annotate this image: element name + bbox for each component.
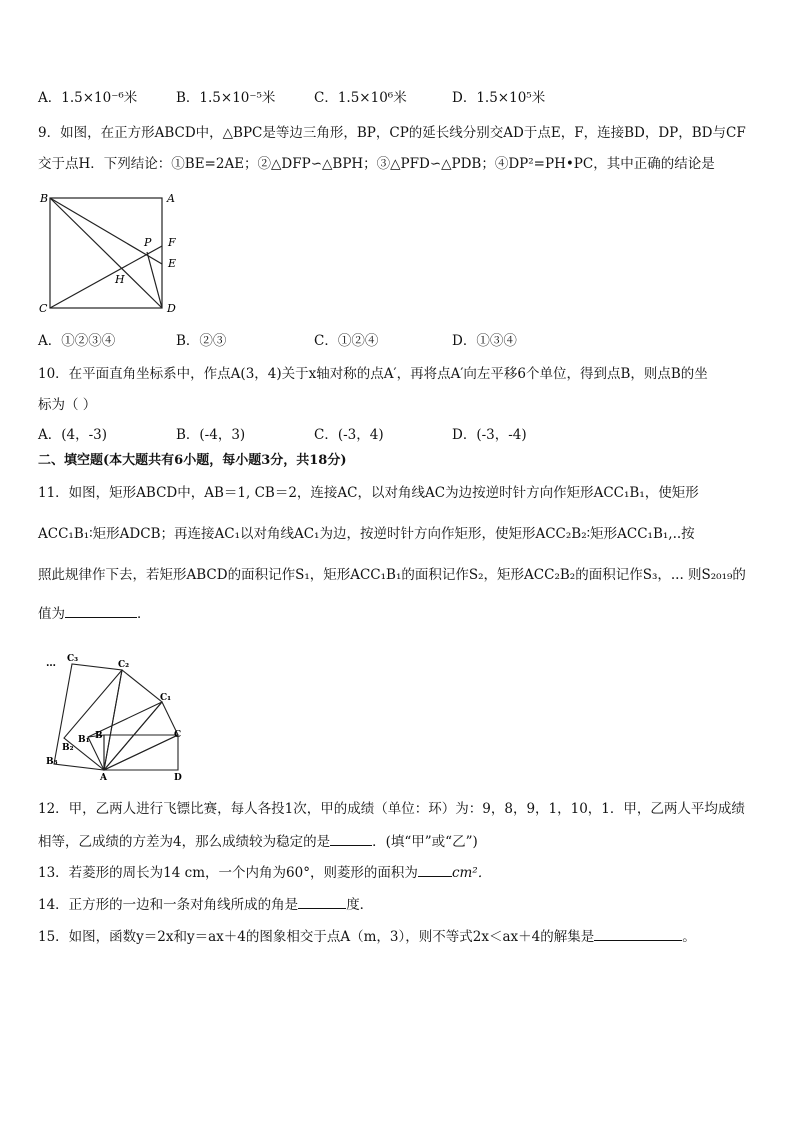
q12-text-part-a: 相等，乙成绩的方差为4，那么成绩较为稳定的是 — [38, 834, 331, 850]
q9-label-f: F — [168, 236, 176, 249]
q12-text-part-b: ．(填“甲”或“乙”) — [372, 834, 478, 850]
q11-label-b2: B₂ — [62, 743, 74, 753]
q13-text-part-a: 13．若菱形的周长为14 cm，一个内角为60°，则菱形的面积为 — [38, 865, 418, 881]
q11-label-dots: … — [46, 658, 56, 669]
q9-option-c: C．①②④ — [314, 333, 379, 349]
q9-figure-square — [34, 188, 194, 318]
q11-label-c2: C₂ — [118, 660, 130, 670]
q9-label-e: E — [168, 257, 177, 270]
q11-label-c3: C₃ — [67, 654, 79, 664]
q9-label-h: H — [115, 273, 125, 286]
q15-text — [38, 926, 696, 946]
q15-text-part-a: 15．如图，函数y＝2x和y＝ax＋4的图象相交于点A（m，3），则不等式2x＜ax＋4的解集是 — [38, 929, 595, 945]
q14-text — [38, 894, 373, 914]
q8-option-b: B．1.5×10⁻⁵米 — [176, 90, 276, 106]
q12-text-line1: 12．甲，乙两人进行飞镖比赛，每人各投1次，甲的成绩（单位：环）为：9，8，9，1，10，1．甲，乙两人平均成绩 — [38, 801, 745, 817]
q14-answer-blank[interactable] — [298, 894, 346, 909]
q9-label-p: P — [144, 236, 152, 249]
q10-option-d: D．(-3，-4) — [452, 427, 527, 443]
q11-answer-blank[interactable] — [65, 603, 137, 618]
q14-text-part-b: 度． — [346, 897, 374, 913]
q11-label-a: A — [100, 773, 107, 782]
q15-text-part-b: 。 — [682, 929, 696, 945]
q13-text-part-b: cm²． — [451, 865, 492, 881]
q9-label-b: B — [40, 192, 49, 205]
q8-option-d: D．1.5×10⁵米 — [452, 90, 546, 106]
q9-label-d: D — [167, 302, 176, 315]
q9-option-b: B．②③ — [176, 333, 227, 349]
q8-option-c: C．1.5×10⁶米 — [314, 90, 407, 106]
q9-label-a: A — [167, 192, 175, 205]
q9-label-c: C — [39, 302, 48, 315]
q11-text-line3: 照此规律作下去，若矩形ABCD的面积记作S₁，矩形ACC₁B₁的面积记作S₂，矩形ACC₂B₂的面积记作S₃，... 则S₂₀₁₉的 — [38, 567, 746, 583]
q12-text-line2 — [38, 831, 478, 851]
q10-text-line1: 10．在平面直角坐标系中，作点A(3，4)关于x轴对称的点A′，再将点A′向左平移6个单位，得到点B，则点B的坐 — [38, 366, 708, 382]
q11-label-b3: B₃ — [46, 757, 58, 767]
q9-text-line1: 9．如图，在正方形ABCD中，△BPC是等边三角形，BP，CP的延长线分别交AD于点E，F，连接BD，DP，BD与CF — [38, 125, 746, 141]
q11-label-b1: B₁ — [78, 735, 90, 745]
q11-figure-rectangles — [40, 650, 200, 782]
q11-suffix: ． — [137, 606, 151, 622]
q13-text — [38, 862, 491, 882]
q15-answer-blank[interactable] — [594, 926, 682, 941]
q11-label-d: D — [174, 773, 182, 782]
q11-text-line1: 11．如图，矩形ABCD中，AB＝1, CB＝2，连接AC，以对角线AC为边按逆时针方向作矩形ACC₁B₁，使矩形 — [38, 485, 699, 501]
q13-answer-blank[interactable] — [418, 862, 452, 877]
q11-prefix: 值为 — [38, 606, 65, 622]
q14-text-part-a: 14．正方形的一边和一条对角线所成的角是 — [38, 897, 299, 913]
q10-option-a: A．(4，-3) — [38, 427, 108, 443]
q10-option-b: B．(-4，3) — [176, 427, 246, 443]
q10-option-c: C．(-3，4) — [314, 427, 384, 443]
q11-text-line2: ACC₁B₁∶矩形ADCB；再连接AC₁以对角线AC₁为边，按逆时针方向作矩形，使矩形ACC₂B₂∶矩形ACC₁B₁,..按 — [38, 526, 695, 542]
q8-option-a: A．1.5×10⁻⁶米 — [38, 90, 138, 106]
q9-option-d: D．①③④ — [452, 333, 517, 349]
q12-answer-blank[interactable] — [330, 831, 372, 846]
section-heading-fill-in: 二、填空题(本大题共有6小题，每小题3分，共18分) — [38, 453, 347, 468]
q10-text-line2: 标为（ ） — [38, 397, 97, 413]
q9-option-a: A．①②③④ — [38, 333, 116, 349]
q11-label-c1: C₁ — [160, 693, 172, 703]
q9-text-line2: 交于点H．下列结论：①BE=2AE；②△DFP∽△BPH；③△PFD∽△PDB；④DP²=PH•PC，其中正确的结论是 — [38, 156, 715, 172]
q11-label-b: B — [95, 731, 103, 741]
q11-text-line4 — [38, 603, 151, 623]
q11-label-c: C — [174, 730, 182, 740]
